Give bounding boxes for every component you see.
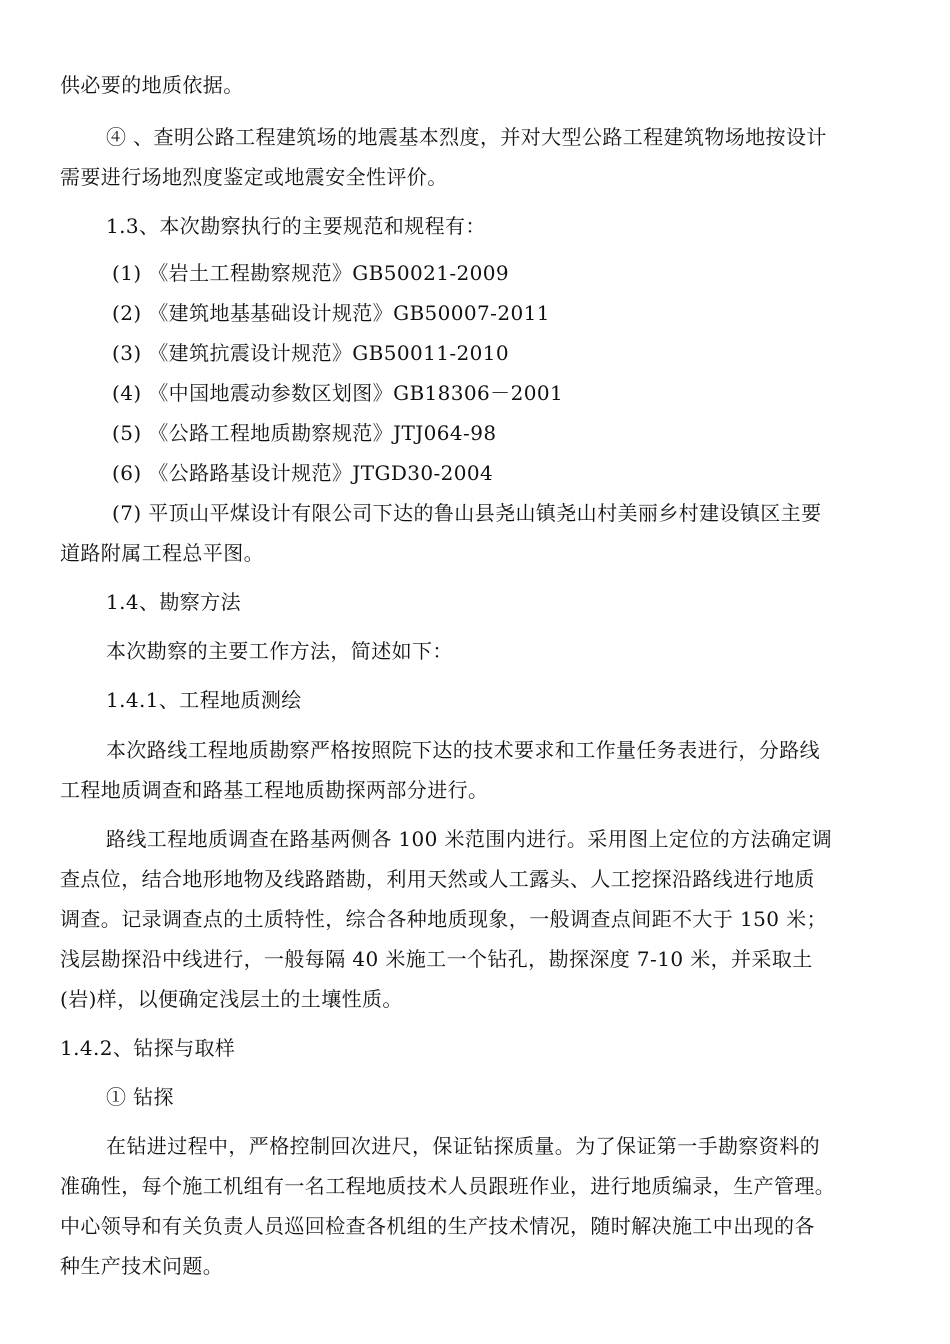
list-item: (7) 平顶山平煤设计有限公司下达的鲁山县尧山镇尧山村美丽乡村建设镇区主要 — [112, 501, 822, 525]
section-heading: ① 钻探 — [106, 1085, 174, 1109]
text-line: 种生产技术问题。 — [60, 1254, 224, 1278]
list-item: (4) 《中国地震动参数区划图》GB18306－2001 — [112, 381, 564, 405]
list-item: (6) 《公路路基设计规范》JTGD30-2004 — [112, 461, 494, 485]
text-line: 路线工程地质调查在路基两侧各 100 米范围内进行。采用图上定位的方法确定调 — [106, 827, 833, 851]
section-heading: 1.4.1、工程地质测绘 — [106, 688, 302, 712]
text-line: 中心领导和有关负责人员巡回检查各机组的生产技术情况，随时解决施工中出现的各 — [60, 1214, 815, 1238]
text-line: 本次勘察的主要工作方法，简述如下： — [106, 639, 453, 663]
text-line: 道路附属工程总平图。 — [60, 541, 264, 565]
list-item: (5) 《公路工程地质勘察规范》JTJ064-98 — [112, 421, 497, 445]
text-line: 需要进行场地烈度鉴定或地震安全性评价。 — [60, 165, 448, 189]
text-line: 准确性，每个施工机组有一名工程地质技术人员跟班作业，进行地质编录，生产管理。 — [60, 1174, 836, 1198]
text-line: 调查。记录调查点的土质特性，综合各种地质现象，一般调查点间距不大于 150 米； — [60, 907, 827, 931]
text-line: ④ 、查明公路工程建筑场的地震基本烈度，并对大型公路工程建筑物场地按设计 — [106, 125, 827, 149]
text-line: 工程地质调查和路基工程地质勘探两部分进行。 — [60, 778, 489, 802]
list-item: (1) 《岩土工程勘察规范》GB50021-2009 — [112, 261, 510, 285]
text-line: 查点位，结合地形地物及线路踏勘，利用天然或人工露头、人工挖探沿路线进行地质 — [60, 867, 815, 891]
text-line: 供必要的地质依据。 — [60, 73, 244, 97]
text-line: 浅层勘探沿中线进行，一般每隔 40 米施工一个钻孔，勘探深度 7-10 米，并采取土 — [60, 947, 813, 971]
text-line: 在钻进过程中，严格控制回次进尺，保证钻探质量。为了保证第一手勘察资料的 — [106, 1134, 820, 1158]
list-item: (2) 《建筑地基基础设计规范》GB50007-2011 — [112, 301, 550, 325]
section-heading: 1.4.2、钻探与取样 — [60, 1036, 236, 1060]
text-line: (岩)样，以便确定浅层土的土壤性质。 — [60, 987, 403, 1011]
section-heading: 1.4、勘察方法 — [106, 590, 242, 614]
text-line: 本次路线工程地质勘察严格按照院下达的技术要求和工作量任务表进行，分路线 — [106, 738, 820, 762]
list-item: (3) 《建筑抗震设计规范》GB50011-2010 — [112, 341, 510, 365]
section-heading: 1.3、本次勘察执行的主要规范和规程有： — [106, 214, 486, 238]
